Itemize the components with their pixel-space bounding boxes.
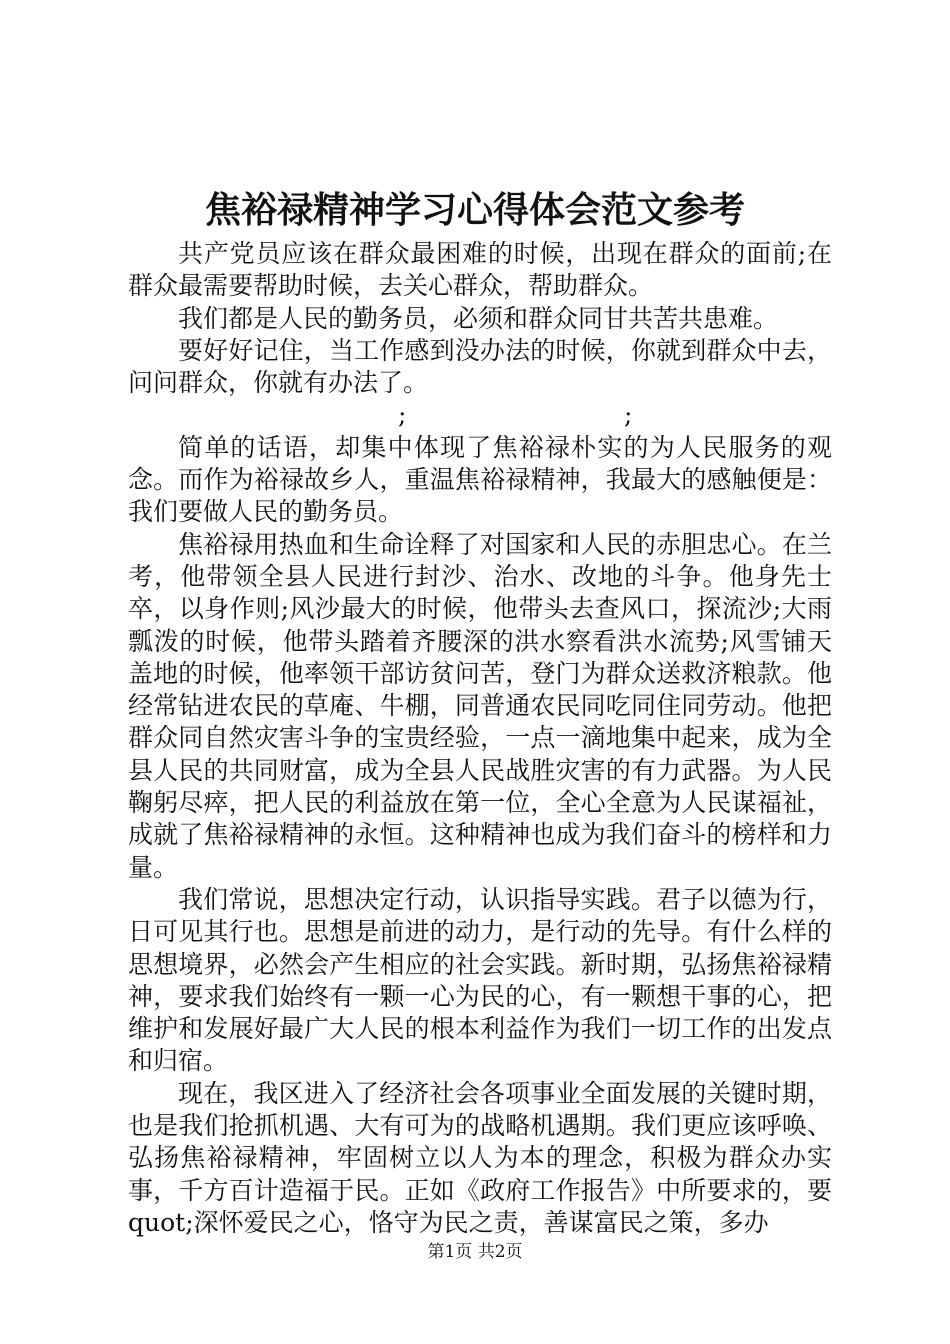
paragraph: 共产党员应该在群众最困难的时候，出现在群众的面前;在群众最需要帮助时候，去关心群众，帮助群众。 bbox=[128, 239, 832, 301]
paragraph: 现在，我区进入了经济社会各项事业全面发展的关键时期，也是我们抢抓机遇、大有可为的战略机遇期。我们更应该呼唤、弘扬焦裕禄精神，牢固树立以人为本的理念，积极为群众办实事，千方百计造福于民。正如《政府工作报告》中所要求的，要quot;深怀爱民之心，恪守为民之责，善谋富民之策，多办 bbox=[128, 1078, 832, 1237]
separator-line bbox=[128, 399, 832, 431]
separator-mark: ; bbox=[624, 400, 633, 430]
paragraph: 我们常说，思想决定行动，认识指导实践。君子以德为行，日可见其行也。思想是前进的动力，是行动的先导。有什么样的思想境界，必然会产生相应的社会实践。新时期，弘扬焦裕禄精神，要求我们始终有一颗一心为民的心，有一颗想干事的心，把维护和发展好最广大人民的根本利益作为我们一切工作的出发点和归宿。 bbox=[128, 884, 832, 1076]
separator-mark: ; bbox=[398, 400, 407, 430]
document-title: 焦裕禄精神学习心得体会范文参考 bbox=[204, 189, 745, 231]
document-body bbox=[128, 238, 832, 1239]
paragraph: 我们都是人民的勤务员，必须和群众同甘共苦共患难。 bbox=[178, 303, 779, 333]
paragraph: 焦裕禄用热血和生命诠释了对国家和人民的赤胆忠心。在兰考，他带领全县人民进行封沙、治水、改地的斗争。他身先士卒，以身作则;风沙最大的时候，他带头去查风口，探流沙;大雨瓢泼的时候，他带头踏着齐腰深的洪水察看洪水流势;风雪铺天盖地的时候，他率领干部访贫问苦，登门为群众送救济粮款。他经常钻进农民的草庵、牛棚，同普通农民同吃同住同劳动。他把群众同自然灾害斗争的宝贵经验，一点一滴地集中起来，成为全县人民的共同财富，成为全县人民战胜灾害的有力武器。为人民鞠躬尽瘁，把人民的利益放在第一位，全心全意为人民谋福祉，成就了焦裕禄精神的永恒。这种精神也成为我们奋斗的榜样和力量。 bbox=[128, 529, 832, 882]
paragraph: 要好好记住，当工作感到没办法的时候，你就到群众中去，问问群众，你就有办法了。 bbox=[128, 335, 832, 398]
paragraph: 简单的话语，却集中体现了焦裕禄朴实的为人民服务的观念。而作为裕禄故乡人，重温焦裕禄精神，我最大的感触便是：我们要做人民的勤务员。 bbox=[128, 432, 832, 527]
page-number: 第1页 共2页 bbox=[427, 1242, 523, 1262]
